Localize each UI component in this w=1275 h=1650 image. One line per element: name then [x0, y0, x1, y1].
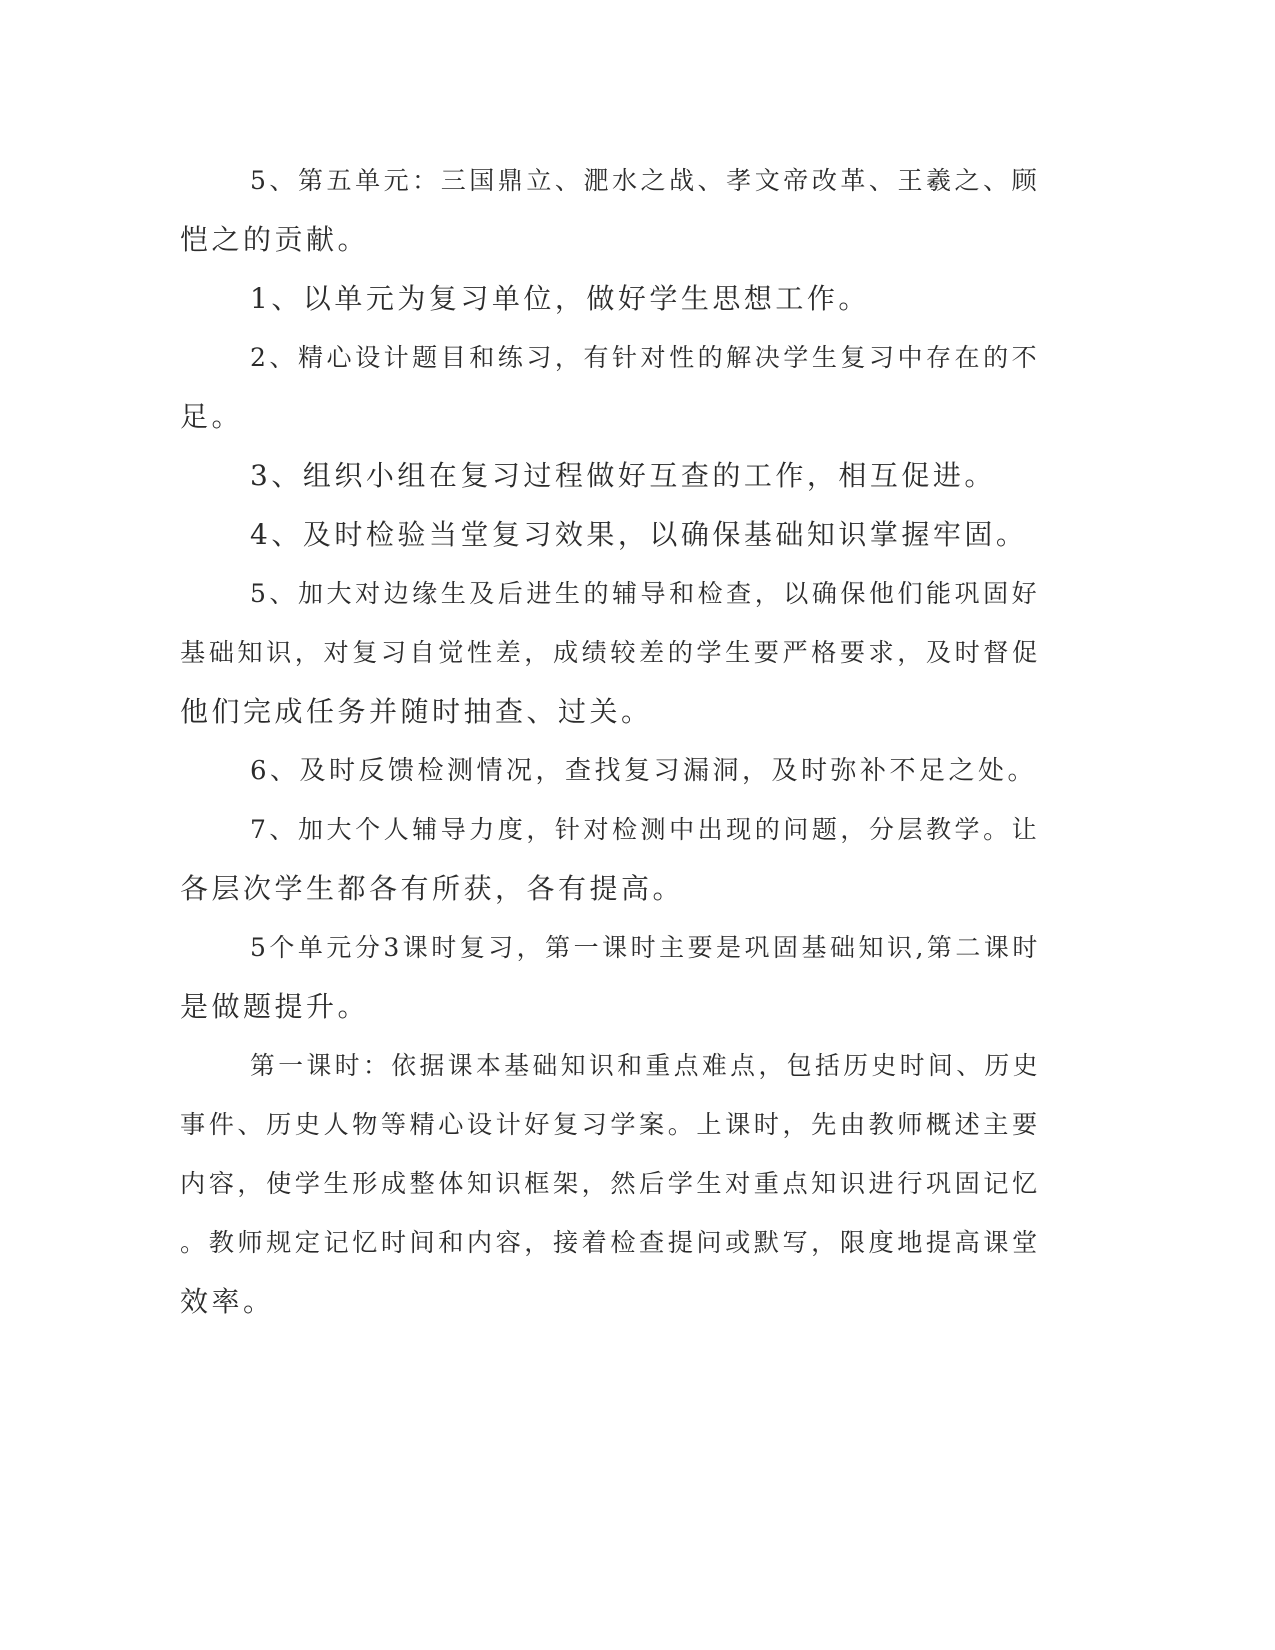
text-line: 6、及时反馈检测情况，查找复习漏洞，及时弥补不足之处。 [250, 756, 1038, 786]
text-line: 足。 [180, 400, 244, 433]
text-line: 效率。 [180, 1285, 275, 1318]
text-line: 他们完成任务并随时抽查、过关。 [180, 695, 653, 728]
text-line: 5、第五单元：三国鼎立、淝水之战、孝文帝改革、王羲之、顾 [250, 166, 1041, 195]
text-line: 第一课时：依据课本基础知识和重点难点，包括历史时间、历史 [250, 1051, 1041, 1080]
text-line: 5、加大对边缘生及后进生的辅导和检查，以确保他们能巩固好 [250, 579, 1041, 608]
text-line: 内容，使学生形成整体知识框架，然后学生对重点知识进行巩固记忆 [180, 1169, 1041, 1198]
text-line: 1、以单元为复习单位，做好学生思想工作。 [250, 282, 870, 315]
text-line: 事件、历史人物等精心设计好复习学案。上课时，先由教师概述主要 [180, 1110, 1041, 1139]
text-line: 恺之的贡献。 [180, 223, 370, 256]
text-line: 3、组织小组在复习过程做好互查的工作，相互促进。 [250, 459, 996, 492]
text-line: 5个单元分3课时复习，第一课时主要是巩固基础知识,第二课时 [250, 933, 1041, 962]
text-line: 基础知识，对复习自觉性差，成绩较差的学生要严格要求，及时督促 [180, 638, 1041, 667]
text-line: 。教师规定记忆时间和内容，接着检查提问或默写，限度地提高课堂 [180, 1228, 1041, 1257]
text-line: 是做题提升。 [180, 990, 370, 1023]
text-line: 7、加大个人辅导力度，针对检测中出现的问题，分层教学。让 [250, 815, 1041, 844]
text-line: 2、精心设计题目和练习，有针对性的解决学生复习中存在的不 [250, 343, 1041, 372]
text-line: 4、及时检验当堂复习效果，以确保基础知识掌握牢固。 [250, 518, 1028, 551]
text-line: 各层次学生都各有所获，各有提高。 [180, 872, 685, 905]
